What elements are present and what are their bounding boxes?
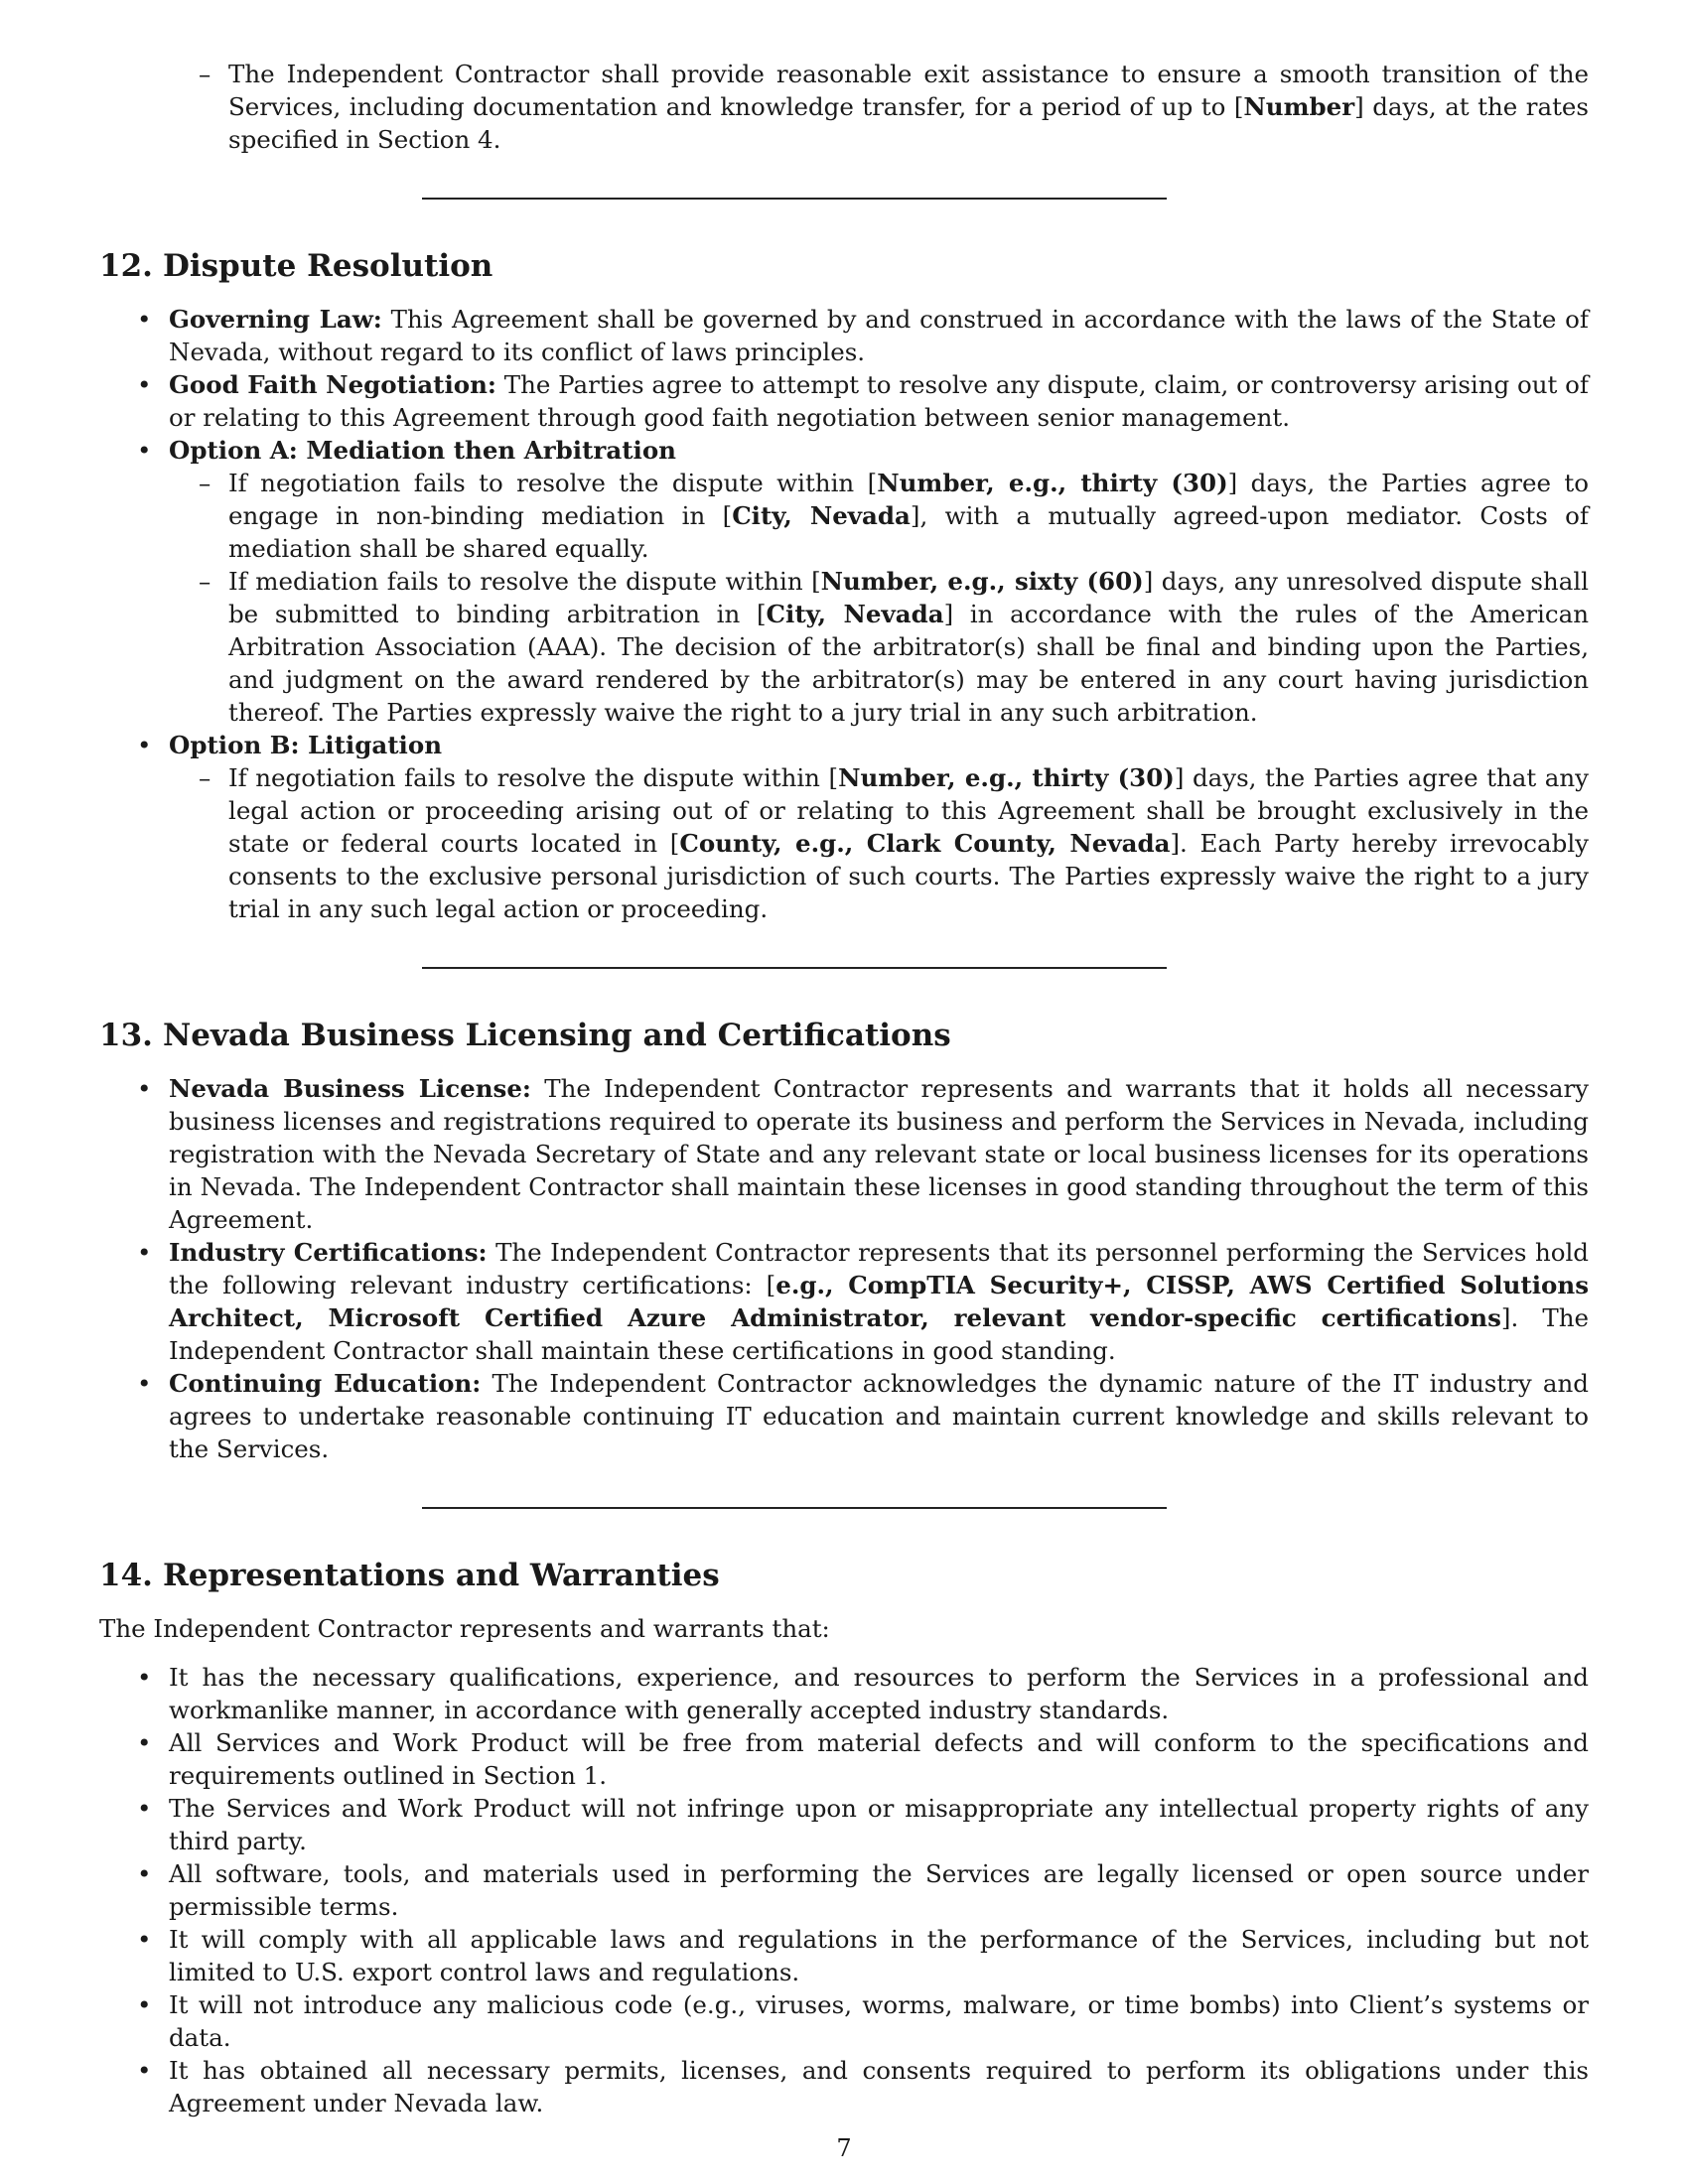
placeholder-field: Number, e.g., thirty (30) bbox=[838, 763, 1175, 792]
section-heading-13 bbox=[99, 1017, 1589, 1054]
option-b-sublist bbox=[169, 761, 1589, 925]
list-item-business-license bbox=[99, 1072, 1589, 1236]
list-item bbox=[169, 565, 1589, 729]
item-text: ] days, at the rates specified in Section 4. bbox=[228, 92, 1589, 154]
bullet-marker: • bbox=[137, 1859, 152, 1888]
placeholder-field: Number, e.g., thirty (30) bbox=[877, 469, 1228, 497]
item-text: ]. Each Party hereby irrevocably consents to the exclusive personal jurisdiction of such courts. The Parties expressly waive the right to a jury trial in any such legal action or proceeding. bbox=[228, 829, 1589, 923]
list-item bbox=[99, 1726, 1589, 1792]
item-text: If mediation fails to resolve the dispute within [ bbox=[228, 567, 821, 596]
item-text: ] days, the Parties agree that any legal action or proceeding arising out of or relating to this Agreement shall be brought exclusively in the state or federal courts located in [ bbox=[228, 763, 1589, 858]
section-heading-14 bbox=[99, 1557, 1589, 1594]
list-item-option-b bbox=[99, 729, 1589, 925]
list-item bbox=[99, 1792, 1589, 1857]
item-text: If negotiation fails to resolve the dispute within [ bbox=[228, 469, 878, 497]
list-item bbox=[169, 761, 1589, 925]
carryover-list bbox=[99, 58, 1589, 156]
section-title: Representations and Warranties bbox=[162, 1558, 720, 1593]
bullet-marker: • bbox=[137, 1728, 152, 1757]
item-text: ], with a mutually agreed-upon mediator. Costs of mediation shall be shared equally. bbox=[228, 501, 1589, 563]
section-14-list bbox=[99, 1661, 1589, 2119]
page-number: 7 bbox=[836, 2134, 852, 2162]
item-label: Continuing Education: bbox=[169, 1369, 482, 1398]
item-text: ]. The Independent Contractor shall maintain these certifications in good standing. bbox=[169, 1303, 1589, 1365]
item-text: If negotiation fails to resolve the dispute within [ bbox=[228, 763, 839, 792]
list-item bbox=[169, 467, 1589, 565]
section-number: 13. bbox=[99, 1018, 153, 1053]
item-text: ] days, the Parties agree to engage in non-binding mediation in [ bbox=[228, 469, 1590, 530]
bullet-marker: • bbox=[137, 1074, 152, 1103]
section-number: 14. bbox=[99, 1558, 153, 1593]
bullet-marker: • bbox=[137, 1369, 152, 1398]
item-text: The Services and Work Product will not infringe upon or misappropriate any intellectual property rights of any third party. bbox=[169, 1794, 1589, 1855]
placeholder-field: e.g., CompTIA Security+, CISSP, AWS Certified Solutions Architect, Microsoft Certified Azure Administrator, relevant vendor-specific certifications bbox=[169, 1271, 1589, 1332]
section-12-list bbox=[99, 303, 1589, 925]
list-item bbox=[99, 1988, 1589, 2054]
item-label: Option A: Mediation then Arbitration bbox=[169, 436, 676, 465]
bullet-marker: • bbox=[137, 1990, 152, 2019]
bullet-marker: • bbox=[137, 1663, 152, 1692]
dash-marker: – bbox=[199, 763, 211, 792]
section-intro: The Independent Contractor represents and warrants that: bbox=[99, 1614, 830, 1643]
list-item bbox=[99, 58, 1589, 156]
bullet-marker: • bbox=[137, 2056, 152, 2085]
bullet-marker: • bbox=[137, 370, 152, 399]
placeholder-field: Number bbox=[1243, 92, 1355, 121]
placeholder-field: Number, e.g., sixty (60) bbox=[820, 567, 1144, 596]
section-number: 12. bbox=[99, 248, 153, 284]
item-text: The Independent Contractor represents and warrants that it holds all necessary business licenses and registrations required to operate its business and perform the Services in Nevada, including registration with the Nevada Secretary of State and any relevant state or local business licenses for its operations in Nevada. The Independent Contractor shall maintain these licenses in good standing throughout the term of this Agreement. bbox=[169, 1074, 1589, 1234]
item-text: It will not introduce any malicious code (e.g., viruses, worms, malware, or time bombs) into Client’s systems or data. bbox=[169, 1990, 1589, 2052]
option-a-sublist bbox=[169, 467, 1589, 729]
section-title: Nevada Business Licensing and Certifications bbox=[162, 1018, 951, 1053]
list-item bbox=[99, 2054, 1589, 2119]
item-label: Option B: Litigation bbox=[169, 731, 443, 759]
item-text: It will comply with all applicable laws and regulations in the performance of the Services, including but not limited to U.S. export control laws and regulations. bbox=[169, 1925, 1589, 1986]
list-item bbox=[99, 1857, 1589, 1923]
list-item-certifications bbox=[99, 1236, 1589, 1367]
section-divider bbox=[422, 967, 1167, 969]
list-item-continuing-education bbox=[99, 1367, 1589, 1465]
document-page bbox=[99, 58, 1589, 2119]
item-label: Industry Certifications: bbox=[169, 1238, 488, 1267]
list-item-good-faith bbox=[99, 368, 1589, 434]
item-text: ] in accordance with the rules of the American Arbitration Association (AAA). The decision of the arbitrator(s) shall be final and binding upon the Parties, and judgment on the award rendered by the arbitrator(s) may be entered in any court having jurisdiction thereof. The Parties expressly waive the right to a jury trial in any such arbitration. bbox=[228, 600, 1589, 727]
bullet-marker: • bbox=[137, 1925, 152, 1954]
bullet-marker: • bbox=[137, 436, 152, 465]
item-text: It has obtained all necessary permits, licenses, and consents required to perform its obligations under this Agreement under Nevada law. bbox=[169, 2056, 1589, 2117]
item-label: Nevada Business License: bbox=[169, 1074, 531, 1103]
item-text: The Independent Contractor shall provide reasonable exit assistance to ensure a smooth transition of the Services, including documentation and knowledge transfer, for a period of up to [ bbox=[228, 60, 1589, 121]
bullet-marker: • bbox=[137, 1794, 152, 1823]
dash-marker: – bbox=[199, 567, 211, 596]
section-divider bbox=[422, 198, 1167, 200]
dash-marker: – bbox=[199, 60, 211, 88]
section-heading-12 bbox=[99, 247, 1589, 285]
item-text: The Independent Contractor represents that its personnel performing the Services hold the following relevant industry certifications: [ bbox=[169, 1238, 1589, 1299]
item-label: Good Faith Negotiation: bbox=[169, 370, 496, 399]
list-item-option-a bbox=[99, 434, 1589, 729]
item-label: Governing Law: bbox=[169, 305, 382, 334]
item-text: The Independent Contractor acknowledges the dynamic nature of the IT industry and agrees to undertake reasonable continuing IT education and maintain current knowledge and skills relevant to the Services. bbox=[169, 1369, 1589, 1463]
item-text: All Services and Work Product will be free from material defects and will conform to the specifications and requirements outlined in Section 1. bbox=[169, 1728, 1589, 1790]
list-item bbox=[99, 1923, 1589, 1988]
placeholder-field: City, Nevada bbox=[732, 501, 911, 530]
list-item-governing-law bbox=[99, 303, 1589, 368]
item-text: The Parties agree to attempt to resolve any dispute, claim, or controversy arising out of or relating to this Agreement through good faith negotiation between senior management. bbox=[169, 370, 1589, 432]
item-text: ] days, any unresolved dispute shall be submitted to binding arbitration in [ bbox=[228, 567, 1589, 628]
section-title: Dispute Resolution bbox=[162, 248, 493, 284]
section-divider bbox=[422, 1507, 1167, 1509]
list-item bbox=[99, 1661, 1589, 1726]
item-text: It has the necessary qualifications, experience, and resources to perform the Services in a professional and workmanlike manner, in accordance with generally accepted industry standards. bbox=[169, 1663, 1589, 1724]
bullet-marker: • bbox=[137, 731, 152, 759]
item-text: All software, tools, and materials used in performing the Services are legally licensed or open source under permissible terms. bbox=[169, 1859, 1589, 1921]
section-13-list bbox=[99, 1072, 1589, 1465]
bullet-marker: • bbox=[137, 1238, 152, 1267]
placeholder-field: City, Nevada bbox=[766, 600, 944, 628]
placeholder-field: County, e.g., Clark County, Nevada bbox=[679, 829, 1171, 858]
dash-marker: – bbox=[199, 469, 211, 497]
item-text: This Agreement shall be governed by and construed in accordance with the laws of the State of Nevada, without regard to its conflict of laws principles. bbox=[169, 305, 1589, 366]
bullet-marker: • bbox=[137, 305, 152, 334]
